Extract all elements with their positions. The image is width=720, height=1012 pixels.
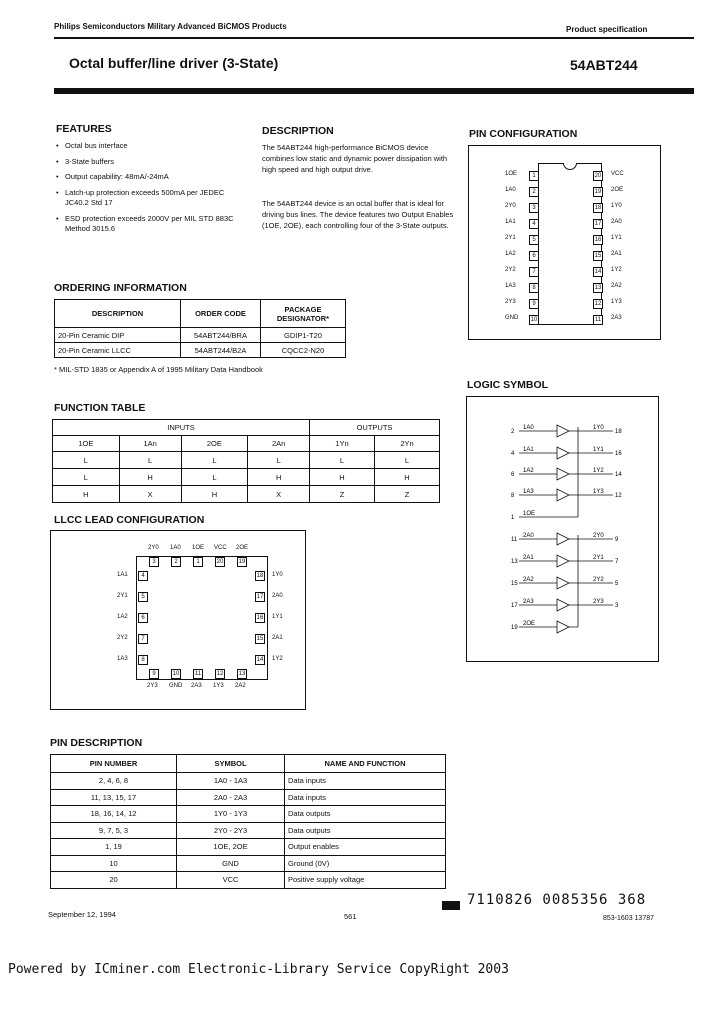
outputs-group-header: OUTPUTS [310, 420, 440, 436]
pin-number: 17 [594, 221, 602, 227]
table-cell: H [310, 469, 375, 486]
logic-out-num: 9 [615, 537, 619, 543]
pin-number: 1 [529, 171, 539, 181]
pin-label: GND [505, 315, 519, 321]
function-table [52, 419, 440, 503]
llcc-label: 1Y3 [213, 683, 224, 689]
table-cell: 20 [51, 872, 177, 889]
logic-out-num: 16 [615, 451, 622, 457]
logic-in-num: 1 [511, 515, 515, 521]
table-cell: 2Y0 - 2Y3 [177, 822, 285, 839]
buffer-triangle [557, 533, 569, 545]
llcc-label: VCC [214, 545, 227, 551]
ft-col-header: 2An [248, 436, 310, 452]
table-cell: H [119, 469, 181, 486]
features-heading: FEATURES [56, 123, 112, 135]
pin-number: 4 [529, 219, 539, 229]
ft-col-header: 1OE [53, 436, 120, 452]
table-cell: Ground (0V) [285, 855, 446, 872]
buffer-triangle [557, 468, 569, 480]
pd-col-header: SYMBOL [177, 755, 285, 773]
table-cell: Data outputs [285, 806, 446, 823]
logic-in-label: 2OE [523, 621, 536, 627]
table-cell: 18, 16, 14, 12 [51, 806, 177, 823]
pin-desc-table [50, 754, 446, 889]
dip-notch [563, 163, 577, 170]
table-cell: VCC [177, 872, 285, 889]
llcc-label: 2Y2 [117, 635, 128, 641]
pin-number: 9 [529, 299, 539, 309]
pin-label: 2A0 [611, 219, 622, 225]
logic-in-label: 1A2 [523, 468, 534, 474]
buffer-triangle [557, 555, 569, 567]
llcc-pin: 18 [256, 573, 264, 579]
buffer-triangle [557, 489, 569, 501]
llcc-pin: 8 [138, 655, 148, 665]
pin-number: 15 [594, 253, 602, 259]
table-cell: X [119, 486, 181, 503]
table-cell: H [375, 469, 440, 486]
llcc-pin: 1 [193, 557, 203, 567]
logic-in-num: 19 [511, 625, 518, 631]
buffer-triangle [557, 577, 569, 589]
ft-col-header: 1An [119, 436, 181, 452]
pin-number: 14 [594, 269, 602, 275]
ordering-table [54, 299, 346, 358]
llcc-label: 1A0 [170, 545, 181, 551]
table-cell: H [181, 486, 248, 503]
logic-symbol-svg [467, 397, 660, 663]
pin-label: 1Y3 [611, 299, 622, 305]
table-cell: L [181, 452, 248, 469]
buffer-triangle [557, 447, 569, 459]
inputs-group-header: INPUTS [53, 420, 310, 436]
pin-number: 20 [594, 173, 602, 179]
llcc-pin: 10 [172, 671, 180, 677]
logic-out-num: 18 [615, 429, 622, 435]
table-cell: L [310, 452, 375, 469]
llcc-label: 2Y3 [147, 683, 158, 689]
logic-in-num: 17 [511, 603, 518, 609]
pin-label: 2OE [611, 187, 624, 193]
table-cell: GND [177, 855, 285, 872]
llcc-label: 2A3 [191, 683, 202, 689]
table-cell: 1Y0 - 1Y3 [177, 806, 285, 823]
table-cell: X [248, 486, 310, 503]
pin-number: 2 [529, 187, 539, 197]
table-row [51, 872, 446, 889]
table-row [51, 839, 446, 856]
table-cell: L [53, 452, 120, 469]
pin-label: 1A3 [505, 283, 516, 289]
table-cell: 10 [51, 855, 177, 872]
feature-item: • Output capability: 48mA/-24mA [56, 172, 246, 183]
logic-in-label: 1A1 [523, 447, 534, 453]
buffer-triangle [557, 425, 569, 437]
table-cell: L [248, 452, 310, 469]
pin-desc-heading: PIN DESCRIPTION [50, 737, 143, 749]
table-cell: Positive supply voltage [285, 872, 446, 889]
table-cell: Data inputs [285, 789, 446, 806]
pin-label: 1Y2 [611, 267, 622, 273]
ft-col-header: 1Yn [310, 436, 375, 452]
pin-number: 18 [594, 205, 602, 211]
logic-in-num: 6 [511, 472, 515, 478]
logic-in-num: 4 [511, 451, 515, 457]
llcc-label: 2Y0 [148, 545, 159, 551]
pin-label: 1OE [505, 171, 518, 177]
pin-number: 6 [529, 251, 539, 261]
llcc-pin: 6 [138, 613, 148, 623]
logic-out-label: 1Y2 [593, 468, 604, 474]
pin-label: 2A2 [611, 283, 622, 289]
llcc-pin: 3 [149, 557, 159, 567]
llcc-pin: 7 [138, 634, 148, 644]
llcc-pin: 12 [216, 671, 224, 677]
logic-out-num: 7 [615, 559, 619, 565]
description-p2: The 54ABT244 device is an octal buffer that is ideal for driving bus lines. The device features two Output Enables (1OE, 2OE), each controlling four of the 3-State outputs. [262, 199, 454, 230]
table-row [55, 328, 346, 343]
pin-config-heading: PIN CONFIGURATION [469, 128, 578, 140]
doc-type: Product specification [566, 25, 648, 34]
logic-out-label: 2Y2 [593, 577, 604, 583]
table-cell: L [119, 452, 181, 469]
logic-in-label: 2A3 [523, 599, 534, 605]
pin-label: 1A1 [505, 219, 516, 225]
pin-label: 1A2 [505, 251, 516, 257]
pd-col-header: NAME AND FUNCTION [285, 755, 446, 773]
table-cell: 11, 13, 15, 17 [51, 789, 177, 806]
pin-label: 2Y1 [505, 235, 516, 241]
pin-number: 13 [594, 285, 602, 291]
header-rule [54, 37, 694, 39]
table-cell: 54ABT244/B2A [181, 343, 261, 358]
logic-in-label: 1A0 [523, 425, 534, 431]
table-cell: Data outputs [285, 822, 446, 839]
pin-config-diagram [468, 145, 661, 340]
table-cell: 1, 19 [51, 839, 177, 856]
barcode-number: 7110826 0085356 368 [467, 892, 647, 908]
llcc-label: 1Y0 [272, 572, 283, 578]
pin-label: 2Y3 [505, 299, 516, 305]
llcc-pin: 4 [138, 571, 148, 581]
pin-label: 2Y2 [505, 267, 516, 273]
pin-number: 19 [594, 189, 602, 195]
table-cell: Output enables [285, 839, 446, 856]
ft-col-header: 2Yn [375, 436, 440, 452]
pin-number: 16 [594, 237, 602, 243]
table-cell: 2A0 - 2A3 [177, 789, 285, 806]
table-row [53, 486, 440, 503]
logic-out-label: 1Y1 [593, 447, 604, 453]
pin-label: VCC [611, 171, 624, 177]
pin-number: 8 [529, 283, 539, 293]
logic-in-num: 8 [511, 493, 515, 499]
llcc-label: 1Y2 [272, 656, 283, 662]
logic-in-num: 11 [511, 537, 518, 543]
llcc-label: GND [169, 683, 183, 689]
pin-label: 2A3 [611, 315, 622, 321]
table-cell: H [53, 486, 120, 503]
pin-label: 1Y0 [611, 203, 622, 209]
ordering-heading: ORDERING INFORMATION [54, 282, 187, 294]
pin-label: 1Y1 [611, 235, 622, 241]
table-cell: Data inputs [285, 773, 446, 790]
table-cell: L [53, 469, 120, 486]
ordering-note: * MIL-STD 1835 or Appendix A of 1995 Military Data Handbook [54, 365, 263, 374]
table-cell: Z [375, 486, 440, 503]
pin-number: 12 [594, 301, 602, 307]
llcc-pin: 13 [238, 671, 246, 677]
logic-out-num: 12 [615, 493, 622, 499]
company-name: Philips Semiconductors Military Advanced BiCMOS Products [54, 22, 287, 31]
llcc-pin: 19 [238, 559, 246, 565]
llcc-label: 1A1 [117, 572, 128, 578]
table-row [51, 822, 446, 839]
ordering-col-header: PACKAGE DESIGNATOR* [261, 300, 346, 328]
llcc-pin: 5 [138, 592, 148, 602]
logic-out-label: 2Y1 [593, 555, 604, 561]
barcode-block [442, 901, 460, 910]
doc-number: 853-1603 13787 [603, 915, 654, 922]
table-row [51, 855, 446, 872]
logic-symbol-heading: LOGIC SYMBOL [467, 379, 549, 391]
llcc-label: 2A1 [272, 635, 283, 641]
llcc-pin: 2 [171, 557, 181, 567]
table-cell: L [375, 452, 440, 469]
table-cell: 2, 4, 6, 8 [51, 773, 177, 790]
llcc-label: 1OE [192, 545, 205, 551]
logic-out-label: 1Y0 [593, 425, 604, 431]
pin-label: 2A1 [611, 251, 622, 257]
llcc-label: 2A2 [235, 683, 246, 689]
logic-out-label: 2Y0 [593, 533, 604, 539]
logic-in-label: 1OE [523, 511, 536, 517]
table-row [55, 343, 346, 358]
pin-number: 10 [530, 317, 538, 323]
buffer-triangle [557, 599, 569, 611]
llcc-label: 1A3 [117, 656, 128, 662]
feature-item: • 3-State buffers [56, 157, 246, 168]
table-cell: 1A0 - 1A3 [177, 773, 285, 790]
logic-in-num: 15 [511, 581, 518, 587]
logic-out-num: 14 [615, 472, 622, 478]
table-row [51, 773, 446, 790]
pd-col-header: PIN NUMBER [51, 755, 177, 773]
logic-in-num: 2 [511, 429, 515, 435]
table-cell: 1OE, 2OE [177, 839, 285, 856]
llcc-pin: 15 [256, 636, 264, 642]
pin-number: 11 [594, 317, 602, 323]
table-cell: CQCC2-N20 [261, 343, 346, 358]
ordering-col-header: ORDER CODE [181, 300, 261, 328]
function-table-heading: FUNCTION TABLE [54, 402, 146, 414]
logic-out-label: 2Y3 [593, 599, 604, 605]
llcc-pin: 16 [256, 615, 264, 621]
pin-label: 1A0 [505, 187, 516, 193]
table-cell: 54ABT244/BRA [181, 328, 261, 343]
title-rule [54, 88, 694, 94]
logic-in-label: 2A1 [523, 555, 534, 561]
pin-label: 2Y0 [505, 203, 516, 209]
logic-in-label: 1A3 [523, 489, 534, 495]
table-cell: 20-Pin Ceramic LLCC [55, 343, 181, 358]
feature-item: • Latch-up protection exceeds 500mA per JEDEC JC40.2 Std 17 [56, 188, 246, 209]
ft-col-header: 2OE [181, 436, 248, 452]
logic-in-label: 2A0 [523, 533, 534, 539]
table-row [53, 469, 440, 486]
llcc-label: 1Y1 [272, 614, 283, 620]
feature-item: • Octal bus interface [56, 141, 246, 152]
powered-by: Powered by ICminer.com Electronic-Library Service CopyRight 2003 [8, 962, 509, 977]
table-cell: H [248, 469, 310, 486]
logic-out-num: 5 [615, 581, 619, 587]
description-p1: The 54ABT244 high-performance BiCMOS device combines low static and dynamic power dissipation with high speed and high output drive. [262, 143, 448, 174]
llcc-label: 2OE [236, 545, 249, 551]
llcc-heading: LLCC LEAD CONFIGURATION [54, 514, 205, 526]
llcc-pin: 9 [149, 669, 159, 679]
logic-out-num: 3 [615, 603, 619, 609]
table-row [51, 806, 446, 823]
features-list [56, 141, 246, 240]
table-cell: Z [310, 486, 375, 503]
llcc-pin: 11 [194, 671, 202, 677]
llcc-diagram [50, 530, 306, 710]
table-row [51, 789, 446, 806]
buffer-triangle [557, 621, 569, 633]
llcc-package [136, 556, 268, 680]
pin-number: 7 [529, 267, 539, 277]
logic-in-label: 2A2 [523, 577, 534, 583]
llcc-pin: 20 [216, 559, 224, 565]
table-cell: 9, 7, 5, 3 [51, 822, 177, 839]
logic-in-num: 13 [511, 559, 518, 565]
footer-page: 561 [344, 912, 357, 921]
ordering-col-header: DESCRIPTION [55, 300, 181, 328]
llcc-label: 1A2 [117, 614, 128, 620]
footer-date: September 12, 1994 [48, 910, 116, 919]
part-number: 54ABT244 [570, 57, 638, 73]
logic-out-label: 1Y3 [593, 489, 604, 495]
llcc-pin: 14 [256, 657, 264, 663]
pin-number: 5 [529, 235, 539, 245]
table-cell: GDIP1-T20 [261, 328, 346, 343]
feature-item: • ESD protection exceeds 2000V per MIL STD 883C Method 3015.6 [56, 214, 246, 235]
doc-title: Octal buffer/line driver (3-State) [69, 55, 279, 71]
pin-number: 3 [529, 203, 539, 213]
description-heading: DESCRIPTION [262, 125, 334, 137]
logic-symbol-diagram [466, 396, 659, 662]
table-row [53, 452, 440, 469]
table-cell: 20-Pin Ceramic DIP [55, 328, 181, 343]
llcc-pin: 17 [256, 594, 264, 600]
llcc-label: 2Y1 [117, 593, 128, 599]
table-cell: L [181, 469, 248, 486]
llcc-label: 2A0 [272, 593, 283, 599]
